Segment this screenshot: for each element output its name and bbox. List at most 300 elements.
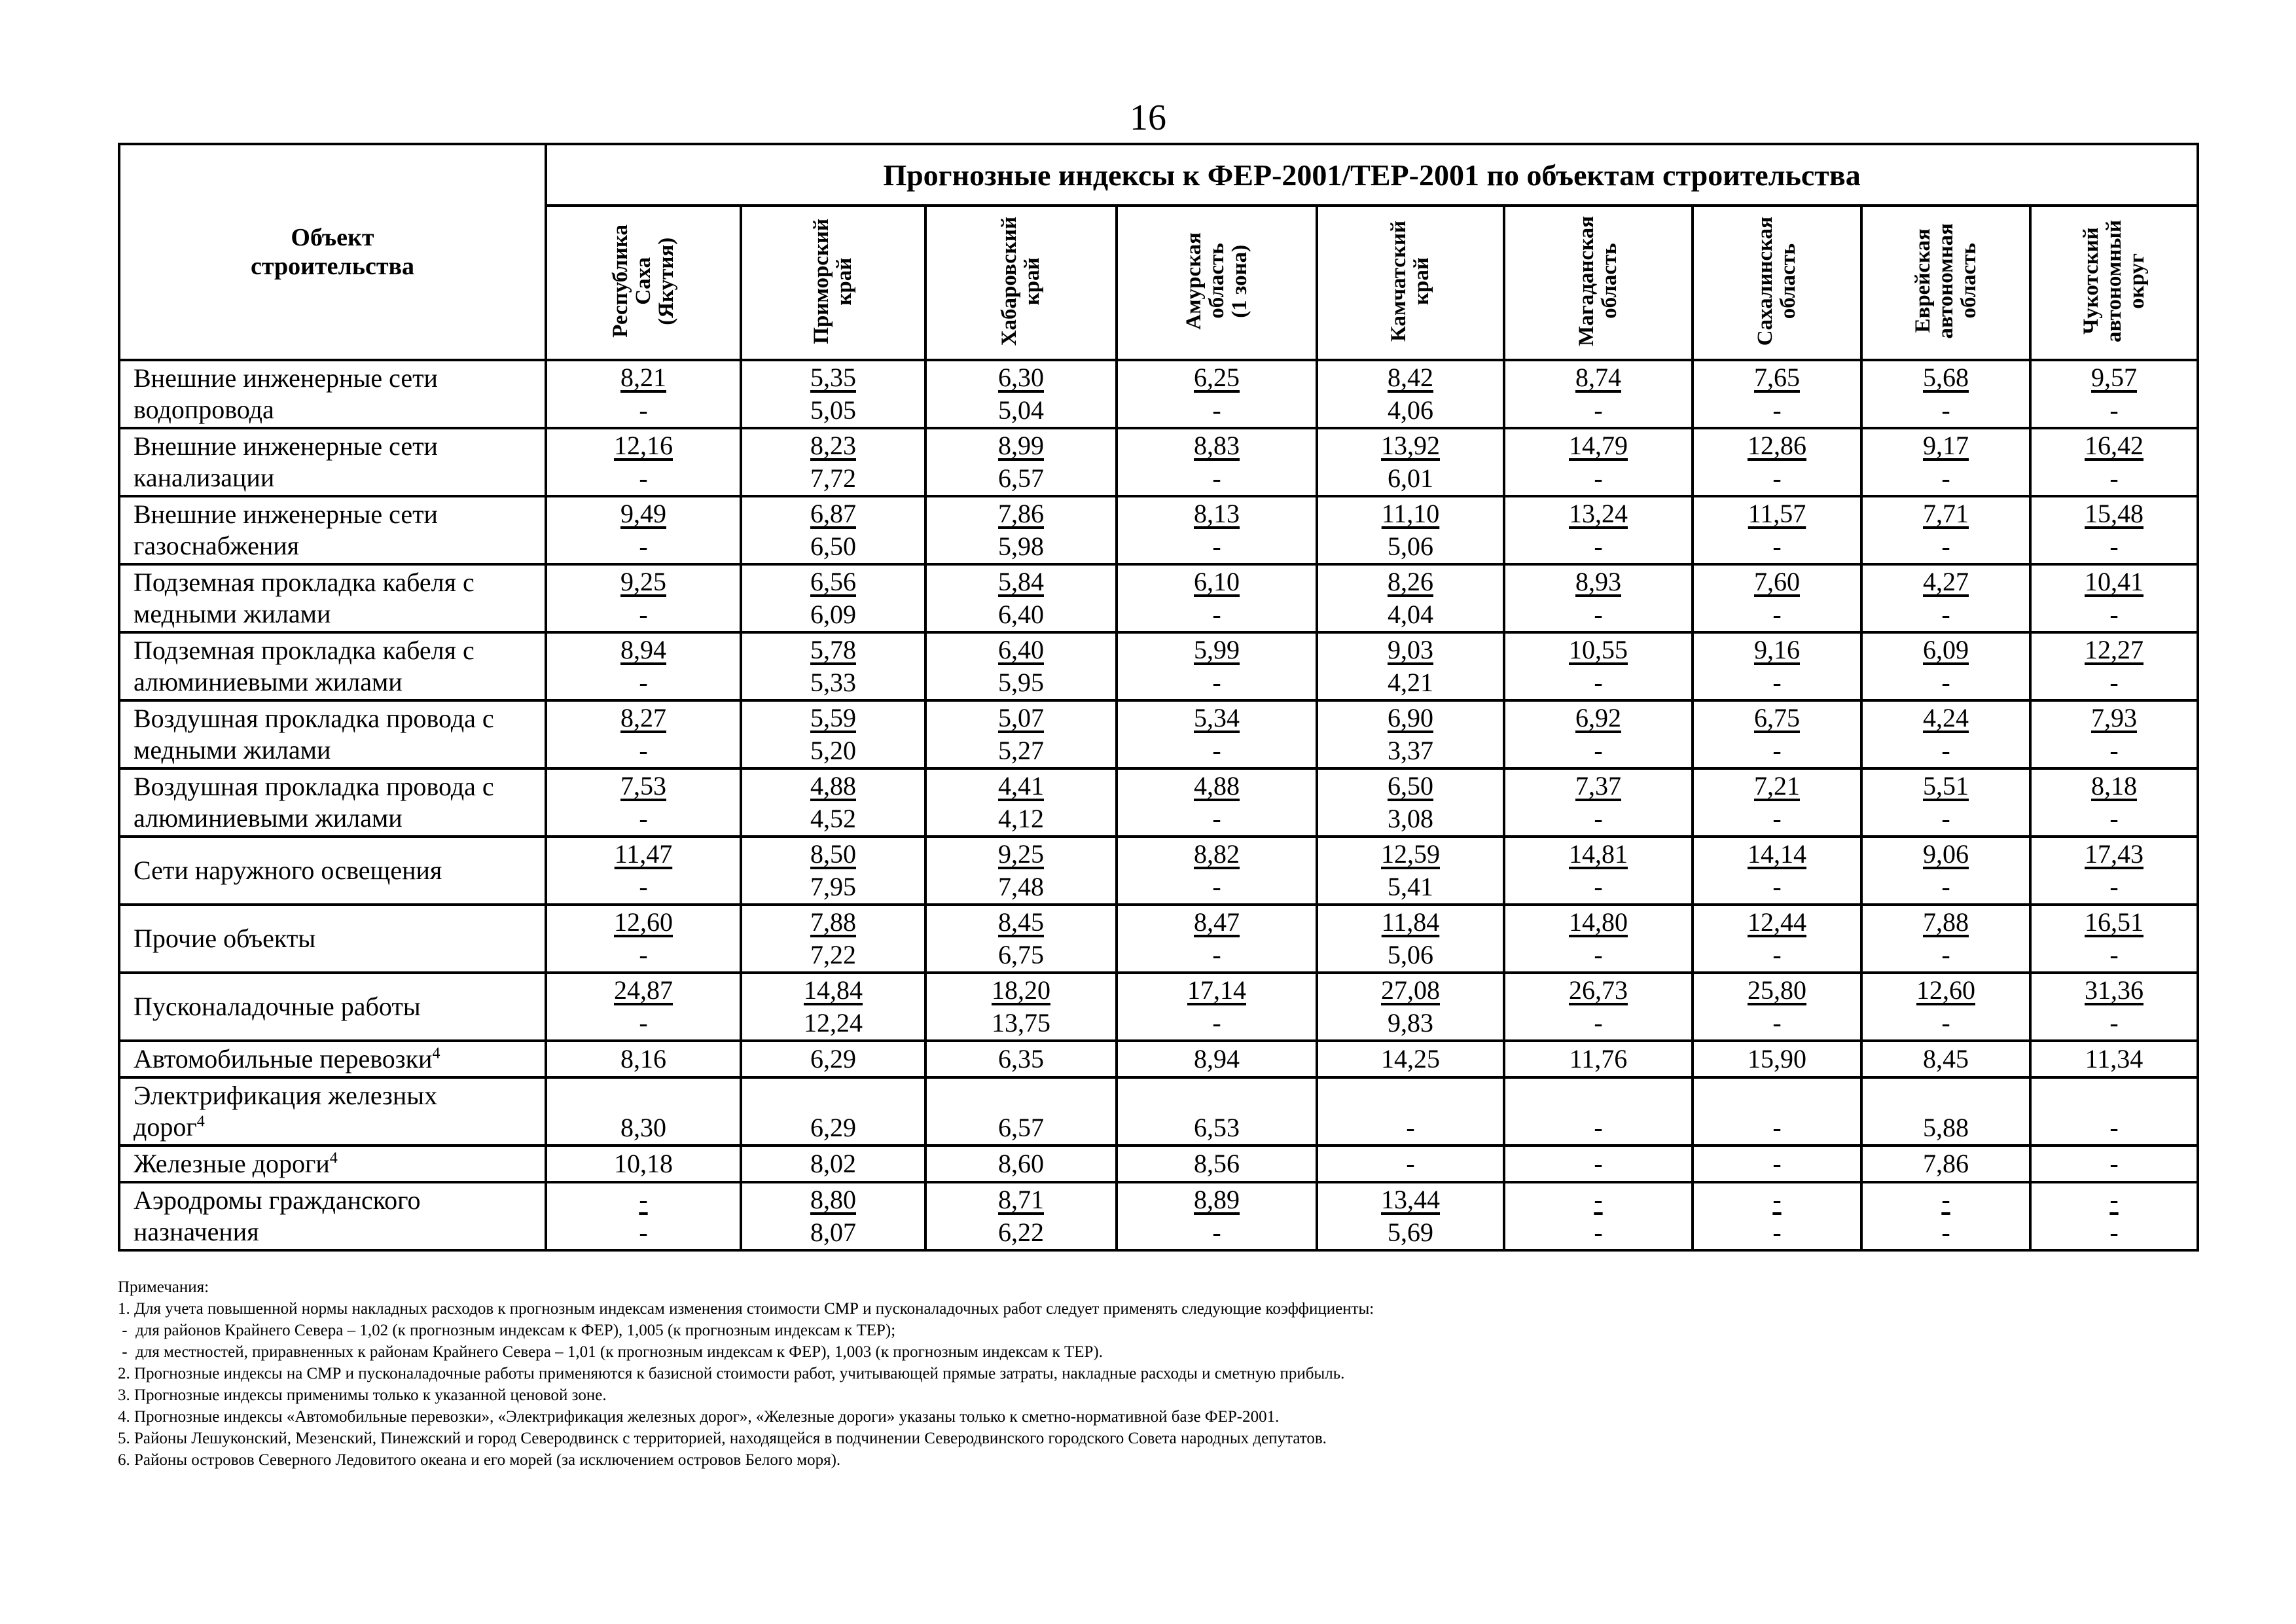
object-name-line: канализации	[134, 463, 275, 492]
index-cell	[741, 360, 925, 428]
smr-index-text: -	[639, 1185, 648, 1214]
index-cell	[1693, 905, 1861, 973]
smr-index-text: 5,34	[1194, 703, 1240, 732]
smr-index-value	[1318, 838, 1503, 871]
smr-index-text: 9,57	[2091, 363, 2137, 392]
index-cell	[546, 905, 741, 973]
secondary-index-value: -	[1772, 532, 1782, 561]
smr-index-value	[547, 838, 740, 871]
index-cell	[2030, 360, 2198, 428]
object-name-line: алюминиевыми жилами	[134, 667, 403, 696]
secondary-index-value: -	[1941, 668, 1950, 697]
object-name-line: назначения	[134, 1217, 259, 1246]
secondary-index-value: 3,37	[1388, 736, 1433, 765]
smr-index-value	[927, 906, 1115, 939]
smr-index-text: 14,14	[1748, 839, 1806, 869]
table-row	[119, 360, 2198, 428]
index-cell	[546, 837, 741, 905]
smr-index-text: 6,25	[1194, 363, 1240, 392]
smr-index-value	[1318, 974, 1503, 1007]
smr-index-text: 5,59	[810, 703, 856, 732]
region-header-line: область	[1776, 243, 1800, 319]
index-cell	[1693, 632, 1861, 700]
smr-index-text: 8,74	[1575, 363, 1621, 392]
smr-index-value	[1505, 361, 1691, 394]
index-cell	[1504, 700, 1693, 768]
footnote-mark: 4	[432, 1045, 440, 1062]
smr-index-value	[1118, 702, 1316, 734]
secondary-index-value: -	[1941, 1218, 1950, 1247]
smr-index-text: 8,13	[1194, 499, 1240, 528]
smr-index-text: 11,57	[1748, 499, 1806, 528]
index-cell	[1693, 360, 1861, 428]
object-name	[119, 564, 546, 632]
smr-index-value	[1505, 906, 1691, 939]
smr-index-text: 7,88	[1923, 907, 1969, 937]
secondary-index-value: -	[639, 940, 648, 969]
table-row	[119, 1146, 2198, 1182]
region-header-label	[810, 219, 856, 344]
index-value: 8,30	[546, 1077, 741, 1146]
smr-index-value	[1694, 770, 1860, 803]
index-cell	[741, 496, 925, 564]
secondary-index-value: -	[1594, 804, 1603, 833]
smr-index-text: 12,60	[1916, 975, 1975, 1005]
index-cell	[546, 768, 741, 837]
smr-index-value	[2032, 974, 2197, 1007]
index-value: 7,86	[1861, 1146, 2030, 1182]
secondary-index-value: -	[2109, 668, 2119, 697]
region-header-label	[609, 225, 678, 338]
smr-index-value	[1505, 770, 1691, 803]
smr-index-text: 13,24	[1569, 499, 1628, 528]
smr-index-value	[1505, 566, 1691, 598]
smr-index-text: 8,21	[620, 363, 666, 392]
footnote-mark: 4	[329, 1149, 338, 1167]
table-row	[119, 1182, 2198, 1250]
smr-index-text: 5,99	[1194, 635, 1240, 664]
index-value: -	[1693, 1146, 1861, 1182]
object-name	[119, 1041, 546, 1077]
region-header-line: Хабаровский	[997, 216, 1021, 346]
smr-index-value	[547, 634, 740, 666]
object-name	[119, 700, 546, 768]
object-name-line: Подземная прокладка кабеля с	[134, 568, 475, 597]
object-name-line: Внешние инженерные сети	[134, 363, 438, 393]
index-cell	[1504, 837, 1693, 905]
smr-index-value	[1318, 1183, 1503, 1216]
region-header	[1693, 206, 1861, 360]
table-row	[119, 632, 2198, 700]
secondary-index-value: -	[1212, 463, 1221, 493]
region-header-label	[2080, 220, 2149, 342]
smr-index-value	[1694, 634, 1860, 666]
smr-index-text: 14,81	[1569, 839, 1628, 869]
index-value: 8,02	[741, 1146, 925, 1182]
smr-index-text: 12,27	[2085, 635, 2144, 664]
index-value: 8,45	[1861, 1041, 2030, 1077]
smr-index-value	[2032, 838, 2197, 871]
index-cell	[546, 428, 741, 496]
smr-index-text: -	[2109, 1185, 2119, 1214]
smr-index-text: 9,17	[1923, 431, 1969, 460]
object-name-line: газоснабжения	[134, 531, 300, 560]
secondary-index-value: -	[1212, 940, 1221, 969]
index-cell	[741, 905, 925, 973]
secondary-index-value: 5,06	[1388, 940, 1433, 969]
smr-index-value	[1505, 838, 1691, 871]
note-line: 4. Прогнозные индексы «Автомобильные перевозки», «Электрификация железных дорог», «Железные дороги» указаны только к сметно-нормативной базе ФЕР-2001.	[118, 1408, 1280, 1426]
secondary-index-value: -	[1212, 668, 1221, 697]
smr-index-value	[2032, 1183, 2197, 1216]
smr-index-text: 8,94	[620, 635, 666, 664]
smr-index-value	[1118, 361, 1316, 394]
secondary-index-value: -	[1594, 872, 1603, 901]
index-cell	[2030, 428, 2198, 496]
object-header-line: строительства	[250, 253, 415, 280]
object-name-line: Воздушная прокладка провода с	[134, 772, 494, 801]
smr-index-value	[1318, 497, 1503, 530]
object-name-line: Электрификация железных	[134, 1081, 438, 1110]
footnote-mark: 4	[196, 1113, 205, 1130]
secondary-index-value: 6,22	[998, 1218, 1044, 1247]
index-cell	[1693, 700, 1861, 768]
index-cell	[1117, 496, 1317, 564]
smr-index-value	[927, 429, 1115, 462]
smr-index-value	[1863, 497, 2029, 530]
region-header-line: край	[833, 257, 856, 305]
secondary-index-value: -	[2109, 940, 2119, 969]
smr-index-value	[1694, 566, 1860, 598]
secondary-index-value: -	[1941, 1008, 1950, 1038]
smr-index-text: 27,08	[1381, 975, 1440, 1005]
secondary-index-value: -	[1941, 532, 1950, 561]
index-cell	[2030, 564, 2198, 632]
secondary-index-value: -	[1594, 395, 1603, 425]
smr-index-text: 6,92	[1575, 703, 1621, 732]
index-cell	[1861, 360, 2030, 428]
smr-index-text: 8,18	[2091, 771, 2137, 801]
smr-index-value	[1694, 906, 1860, 939]
secondary-index-value: -	[1941, 940, 1950, 969]
smr-index-value	[1318, 566, 1503, 598]
secondary-index-value: 5,33	[810, 668, 856, 697]
index-cell	[546, 973, 741, 1041]
region-header-line: Амурская	[1181, 232, 1206, 330]
index-cell	[1504, 632, 1693, 700]
index-cell	[1317, 564, 1504, 632]
index-cell	[2030, 905, 2198, 973]
region-header	[741, 206, 925, 360]
secondary-index-value: -	[2109, 600, 2119, 629]
secondary-index-value: -	[1594, 600, 1603, 629]
index-cell	[546, 700, 741, 768]
index-value: 14,25	[1317, 1041, 1504, 1077]
smr-index-text: 17,43	[2085, 839, 2144, 869]
index-cell	[1861, 632, 2030, 700]
index-cell	[1504, 905, 1693, 973]
smr-index-value	[1318, 429, 1503, 462]
smr-index-text: 8,45	[998, 907, 1044, 937]
secondary-index-value: -	[2109, 1008, 2119, 1038]
object-name-line: Подземная прокладка кабеля с	[134, 636, 475, 665]
index-cell	[1317, 632, 1504, 700]
smr-index-value	[927, 770, 1115, 803]
index-cell	[925, 837, 1117, 905]
index-cell	[925, 564, 1117, 632]
index-cell	[1317, 360, 1504, 428]
index-cell	[1504, 360, 1693, 428]
secondary-index-value: -	[1212, 1008, 1221, 1038]
index-cell	[546, 1182, 741, 1250]
smr-index-text: 9,06	[1923, 839, 1969, 869]
secondary-index-value: 4,04	[1388, 600, 1433, 629]
index-cell	[1504, 768, 1693, 837]
smr-index-value	[927, 361, 1115, 394]
index-cell	[2030, 700, 2198, 768]
smr-index-value	[1505, 1183, 1691, 1216]
smr-index-value	[927, 497, 1115, 530]
smr-index-value	[927, 1183, 1115, 1216]
object-name-line: Пусконаладочные работы	[134, 992, 421, 1021]
smr-index-text: 7,21	[1754, 771, 1800, 801]
secondary-index-value: 12,24	[804, 1008, 863, 1038]
smr-index-text: 7,60	[1754, 567, 1800, 596]
smr-index-value	[1863, 906, 2029, 939]
index-cell	[2030, 973, 2198, 1041]
region-header-label	[1183, 232, 1251, 330]
smr-index-text: 25,80	[1748, 975, 1806, 1005]
index-cell	[1117, 632, 1317, 700]
index-cell	[741, 1182, 925, 1250]
smr-index-text: 16,42	[2085, 431, 2144, 460]
index-value: 11,34	[2030, 1041, 2198, 1077]
smr-index-text: -	[1772, 1185, 1782, 1214]
region-header-label	[1754, 217, 1800, 346]
smr-index-text: 8,83	[1194, 431, 1240, 460]
smr-index-text: 9,16	[1754, 635, 1800, 664]
region-header-line: Сахалинская	[1753, 216, 1777, 346]
smr-index-text: 10,41	[2085, 567, 2144, 596]
region-header	[2030, 206, 2198, 360]
secondary-index-value: -	[639, 1218, 648, 1247]
object-name-line: Внешние инженерные сети	[134, 431, 438, 461]
smr-index-text: 8,26	[1388, 567, 1433, 596]
object-name-line: Внешние инженерные сети	[134, 499, 438, 529]
secondary-index-value: -	[639, 1008, 648, 1038]
index-cell	[1861, 564, 2030, 632]
secondary-index-value: -	[1212, 1218, 1221, 1247]
smr-index-text: 4,88	[810, 771, 856, 801]
object-name	[119, 496, 546, 564]
smr-index-text: 8,23	[810, 431, 856, 460]
region-header	[1117, 206, 1317, 360]
secondary-index-value: -	[1772, 1008, 1782, 1038]
object-name	[119, 905, 546, 973]
smr-index-value	[1863, 566, 2029, 598]
smr-index-value	[1863, 634, 2029, 666]
secondary-index-value: 7,72	[810, 463, 856, 493]
object-name	[119, 360, 546, 428]
index-cell	[1317, 905, 1504, 973]
smr-index-value	[742, 770, 924, 803]
smr-index-text: 13,44	[1381, 1185, 1440, 1214]
smr-index-text: 12,86	[1748, 431, 1806, 460]
region-header-line: (Якутия)	[654, 237, 678, 325]
smr-index-value	[1694, 361, 1860, 394]
index-value: 5,88	[1861, 1077, 2030, 1146]
smr-index-value	[1318, 770, 1503, 803]
secondary-index-value: 6,57	[998, 463, 1044, 493]
secondary-index-value: -	[2109, 532, 2119, 561]
secondary-index-value: -	[1941, 463, 1950, 493]
smr-index-value	[2032, 770, 2197, 803]
secondary-index-value: -	[2109, 395, 2119, 425]
smr-index-value	[2032, 634, 2197, 666]
note-line: 6. Районы островов Северного Ледовитого океана и его морей (за исключением островов Белого моря).	[118, 1451, 841, 1469]
table-row	[119, 905, 2198, 973]
secondary-index-value: -	[1772, 600, 1782, 629]
smr-index-text: 5,84	[998, 567, 1044, 596]
region-header-line: край	[1020, 257, 1044, 305]
index-value: -	[1317, 1077, 1504, 1146]
smr-index-text: 5,51	[1923, 771, 1969, 801]
secondary-index-value: -	[1941, 872, 1950, 901]
secondary-index-value: -	[1772, 804, 1782, 833]
secondary-index-value: -	[639, 600, 648, 629]
index-cell	[1861, 768, 2030, 837]
smr-index-value	[547, 361, 740, 394]
object-name-line: Аэродромы гражданского	[134, 1185, 421, 1215]
index-cell	[1317, 973, 1504, 1041]
note-line: - для местностей, приравненных к районам Крайнего Севера – 1,01 (к прогнозным индексам к ФЕР), 1,003 (к прогнозным индексам к ТЕР).	[118, 1343, 1103, 1361]
smr-index-text: 9,03	[1388, 635, 1433, 664]
secondary-index-value: 5,69	[1388, 1218, 1433, 1247]
note-line: 5. Районы Лешуконский, Мезенский, Пинежский и город Северодвинск с территорией, находящейся в подчинении Северодвинского городского Совета народных депутатов.	[118, 1430, 1327, 1447]
secondary-index-value: -	[1212, 804, 1221, 833]
smr-index-value	[1863, 974, 2029, 1007]
smr-index-value	[1118, 429, 1316, 462]
secondary-index-value: -	[1594, 1008, 1603, 1038]
secondary-index-value: -	[1941, 736, 1950, 765]
secondary-index-value: 4,52	[810, 804, 856, 833]
smr-index-text: 4,24	[1923, 703, 1969, 732]
secondary-index-value: 5,98	[998, 532, 1044, 561]
smr-index-value	[1318, 634, 1503, 666]
smr-index-text: 12,16	[614, 431, 673, 460]
secondary-index-value: 6,40	[998, 600, 1044, 629]
secondary-index-value: -	[1212, 532, 1221, 561]
object-name-line: медными жилами	[134, 735, 331, 765]
smr-index-value	[742, 906, 924, 939]
smr-index-text: 4,41	[998, 771, 1044, 801]
secondary-index-value: -	[2109, 736, 2119, 765]
index-value: 8,94	[1117, 1041, 1317, 1077]
index-cell	[925, 768, 1117, 837]
smr-index-text: 8,27	[620, 703, 666, 732]
smr-index-value	[1694, 1183, 1860, 1216]
table-title: Прогнозные индексы к ФЕР-2001/ТЕР-2001 по объектам строительства	[546, 144, 2198, 206]
smr-index-value	[742, 702, 924, 734]
smr-index-value	[1118, 1183, 1316, 1216]
object-name-line: алюминиевыми жилами	[134, 803, 403, 833]
smr-index-value	[1505, 974, 1691, 1007]
region-header-line: автономный	[2102, 220, 2126, 342]
region-header-label	[1388, 221, 1433, 342]
smr-index-text: 6,30	[998, 363, 1044, 392]
index-cell	[2030, 768, 2198, 837]
index-cell	[1504, 1182, 1693, 1250]
smr-index-text: 8,47	[1194, 907, 1240, 937]
smr-index-text: 6,56	[810, 567, 856, 596]
index-cell	[1861, 1182, 2030, 1250]
smr-index-value	[927, 974, 1115, 1007]
secondary-index-value: -	[639, 463, 648, 493]
smr-index-value	[1863, 361, 2029, 394]
index-cell	[925, 496, 1117, 564]
smr-index-text: 18,20	[992, 975, 1050, 1005]
smr-index-value	[1318, 906, 1503, 939]
smr-index-text: 8,82	[1194, 839, 1240, 869]
object-name-line: Сети наружного освещения	[134, 856, 442, 885]
smr-index-value	[927, 634, 1115, 666]
smr-index-text: 5,78	[810, 635, 856, 664]
smr-index-value	[1118, 770, 1316, 803]
region-header-line: округ	[2125, 253, 2149, 309]
smr-index-value	[742, 1183, 924, 1216]
region-header	[925, 206, 1117, 360]
index-cell	[1117, 837, 1317, 905]
smr-index-value	[742, 361, 924, 394]
region-header-label	[998, 217, 1044, 346]
secondary-index-value: 5,05	[810, 395, 856, 425]
index-cell	[1117, 973, 1317, 1041]
secondary-index-value: -	[639, 736, 648, 765]
smr-index-text: 9,25	[998, 839, 1044, 869]
table-row	[119, 1041, 2198, 1077]
region-header-line: Саха	[631, 257, 655, 305]
secondary-index-value: -	[639, 872, 648, 901]
object-name	[119, 1182, 546, 1250]
smr-index-text: 4,88	[1194, 771, 1240, 801]
index-cell	[1317, 837, 1504, 905]
smr-index-value	[547, 1183, 740, 1216]
price-index-table	[118, 143, 2199, 1252]
smr-index-value	[1118, 974, 1316, 1007]
object-name	[119, 1077, 546, 1146]
index-cell	[1861, 837, 2030, 905]
smr-index-value	[2032, 566, 2197, 598]
region-header-line: область	[1204, 243, 1229, 319]
smr-index-value	[1118, 566, 1316, 598]
secondary-index-value: -	[1941, 804, 1950, 833]
index-value: 15,90	[1693, 1041, 1861, 1077]
smr-index-text: 13,92	[1381, 431, 1440, 460]
index-value: -	[2030, 1146, 2198, 1182]
index-cell	[546, 564, 741, 632]
smr-index-text: 7,71	[1923, 499, 1969, 528]
smr-index-text: 11,10	[1381, 499, 1440, 528]
region-header-line: край	[1410, 257, 1433, 305]
smr-index-value	[927, 702, 1115, 734]
smr-index-text: 8,93	[1575, 567, 1621, 596]
table-row	[119, 837, 2198, 905]
secondary-index-value: -	[1772, 872, 1782, 901]
secondary-index-value: -	[1594, 940, 1603, 969]
object-name-line: Железные дороги	[134, 1149, 330, 1178]
smr-index-text: 8,89	[1194, 1185, 1240, 1214]
smr-index-text: 9,25	[620, 567, 666, 596]
